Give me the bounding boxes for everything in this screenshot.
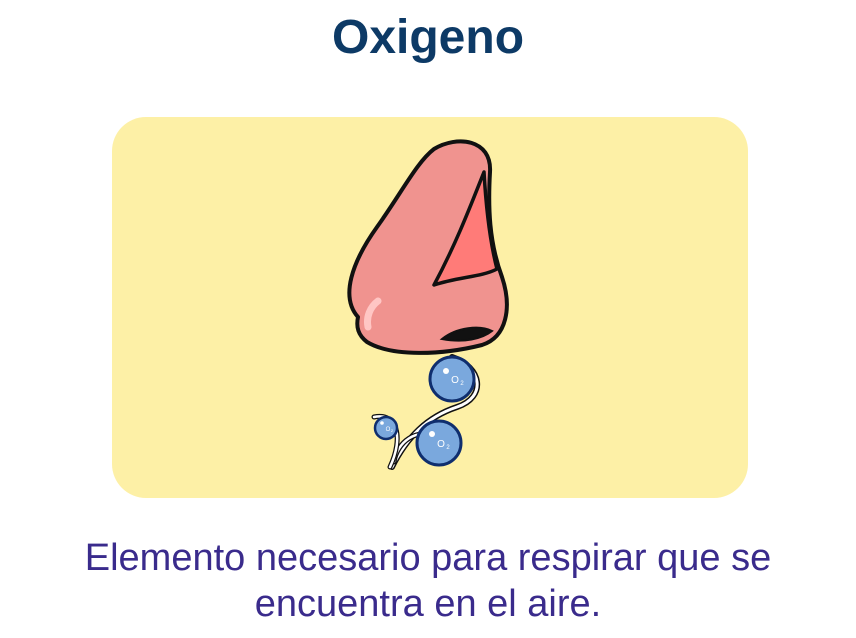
svg-text:O: O	[385, 427, 391, 433]
oxygen-bubble-medium	[417, 421, 461, 465]
illustration-card	[112, 117, 748, 498]
caption-line-2: encuentra en el aire.	[254, 583, 602, 625]
page-title: Oxigeno	[331, 11, 525, 64]
oxygen-bubble-small	[375, 417, 397, 439]
svg-text:2: 2	[446, 445, 450, 451]
nose-icon	[349, 141, 506, 352]
oxygen-bubble-large	[430, 357, 474, 401]
svg-text:2: 2	[460, 381, 464, 387]
nose-breathing-oxygen-icon	[112, 117, 748, 498]
svg-text:O: O	[451, 375, 459, 386]
svg-text:2: 2	[390, 428, 394, 433]
caption-line-1: Elemento necesario para respirar que se	[84, 537, 772, 579]
svg-text:O: O	[437, 439, 445, 450]
description-caption	[30, 535, 826, 627]
